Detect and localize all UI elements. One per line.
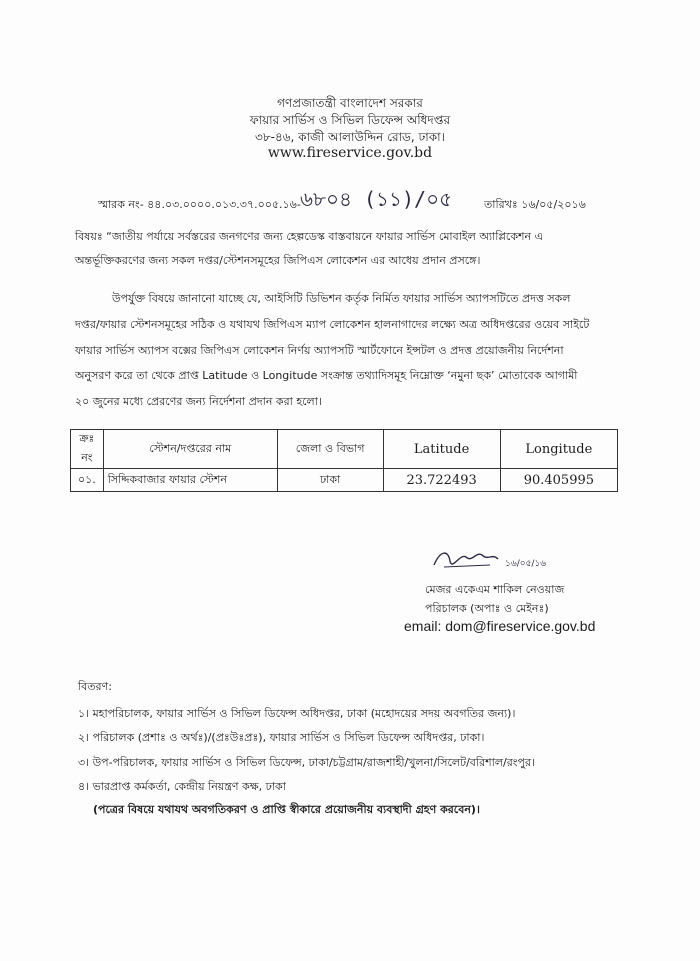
website-link[interactable]: www.fireservice.gov.bd [267,145,433,161]
body-line-2: দপ্তর/ফায়ার স্টেশনসমূহের সঠিক ও যথাযথ জিপিএস ম্যাপ লোকেশন হালনাগাদের লক্ষ্যে অত্র অধিদপ্তরের ওয়েব সাইটে [75,318,590,331]
cell-serial: ০১. [71,469,104,492]
cell-latitude: 23.722493 [383,469,500,492]
table-row [71,469,618,492]
header-longitude: Longitude [500,430,617,469]
subject-line-2: অন্তর্ভূক্তিকরণের জন্য সকল দপ্তর/স্টেশনসমূহের জিপিএস লোকেশন এর আধেয় প্রদান প্রসঙ্গে। [75,254,481,267]
body-line-1: উপর্যুক্ত বিষয়ে জানানো যাচ্ছে যে, আইসিটি ডিভিশন কর্তৃক নির্মিত ফায়ার সার্ভিস অ্যাপসটিতে প্রদত্ত সকল [112,292,571,305]
signatory-email[interactable]: email: dom@fireservice.gov.bd [404,618,596,634]
header-station-name: স্টেশন/দপ্তরের নাম [103,430,277,469]
distribution-item-1: ১। মহাপরিচালক, ফায়ার সার্ভিস ও সিভিল ডিফেন্স অধিদপ্তর, ঢাকা (মহোদয়ের সদয় অবগতির জন্য)। [78,707,516,720]
distribution-item-4: ৪। ভারপ্রাপ্ত কর্মকর্তা, কেন্দ্রীয় নিয়ন্ত্রণ কক্ষ, ঢাকা [78,780,286,793]
distribution-item-3: ৩। উপ-পরিচালক, ফায়ার সার্ভিস ও সিভিল ডিফেন্স, ঢাকা/চট্টগ্রাম/রাজশাহী/খুলনা/সিলেট/বরিশাল/রংপুর। [78,756,535,769]
handwritten-reference: ৬৮০৪ (১১)/০৫ [300,187,453,211]
cell-longitude: 90.405995 [500,469,617,492]
signatory-title: পরিচালক (অপাঃ ও মেইনঃ) [425,602,549,615]
body-line-3: ফায়ার সার্ভিস অ্যাপস বক্সের জিপিএস লোকেশন নির্ণয় অ্যাপসটি স্মার্টফোনে ইন্সটল ও প্রদত্ত প্রয়োজনীয় নির্দেশনা [75,344,564,357]
government-name: গণপ্রজাতন্ত্রী বাংলাদেশ সরকার [277,96,423,110]
subject-line-1: বিষয়ঃ “জাতীয় পর্যায়ে সর্বস্তরের জনগণের জন্য হেল্পডেস্ক বাস্তবায়নে ফায়ার সার্ভিস মোবাইল অ্যাপ্লিকেশন এ [75,230,543,243]
memo-date: তারিখঃ ১৬/০৫/২০১৬ [484,198,586,211]
header-latitude: Latitude [383,430,500,469]
department-name: ফায়ার সার্ভিস ও সিভিল ডিফেন্স অধিদপ্তর [249,113,451,127]
header-district-division: জেলা ও বিভাগ [277,430,383,469]
header-serial: ক্রঃ নং [71,430,104,469]
cell-district: ঢাকা [277,469,383,492]
cell-station-name: সিদ্দিকবাজার ফায়ার স্টেশন [103,469,277,492]
signatory-name: মেজর একেএম শাকিল নেওয়াজ [425,583,565,596]
table-header-row [71,430,618,469]
distribution-heading: বিতরণ: [78,680,112,693]
department-address: ৩৮-৪৬, কাজী আলাউদ্দিন রোড, ঢাকা। [255,130,445,144]
distribution-item-2: ২। পরিচালক (প্রশাঃ ও অর্থঃ)/(প্রঃউঃপ্রঃ), ফায়ার সার্ভিস ও সিভিল ডিফেন্স অধিদপ্তর, ঢাকা। [78,731,485,744]
body-line-5: ২০ জুনের মধ্যে প্রেরণের জন্য নির্দেশনা প্রদান করা হলো। [75,395,322,408]
memo-number: স্মারক নং- ৪৪.০৩.০০০০.০১৩.৩৭.০০৫.১৬- [98,198,301,211]
signature-date: ১৬/০৫/১৬ [505,559,547,569]
body-line-4: অনুসরণ করে তা থেকে প্রাপ্ত Latitude ও Longitude সংক্রান্ত তথ্যাদিসমূহ নিম্নোক্ত ‘নমুনা ছক’ মোতাবেক আগামী [75,369,578,382]
distribution-note: (পত্রের বিষয়ে যথাযথ অবগতিকরণ ও প্রাপ্তি স্বীকারে প্রয়োজনীয় ব্যবস্থাদী গ্রহণ করবেন)। [93,803,480,816]
gps-location-table [70,429,618,492]
